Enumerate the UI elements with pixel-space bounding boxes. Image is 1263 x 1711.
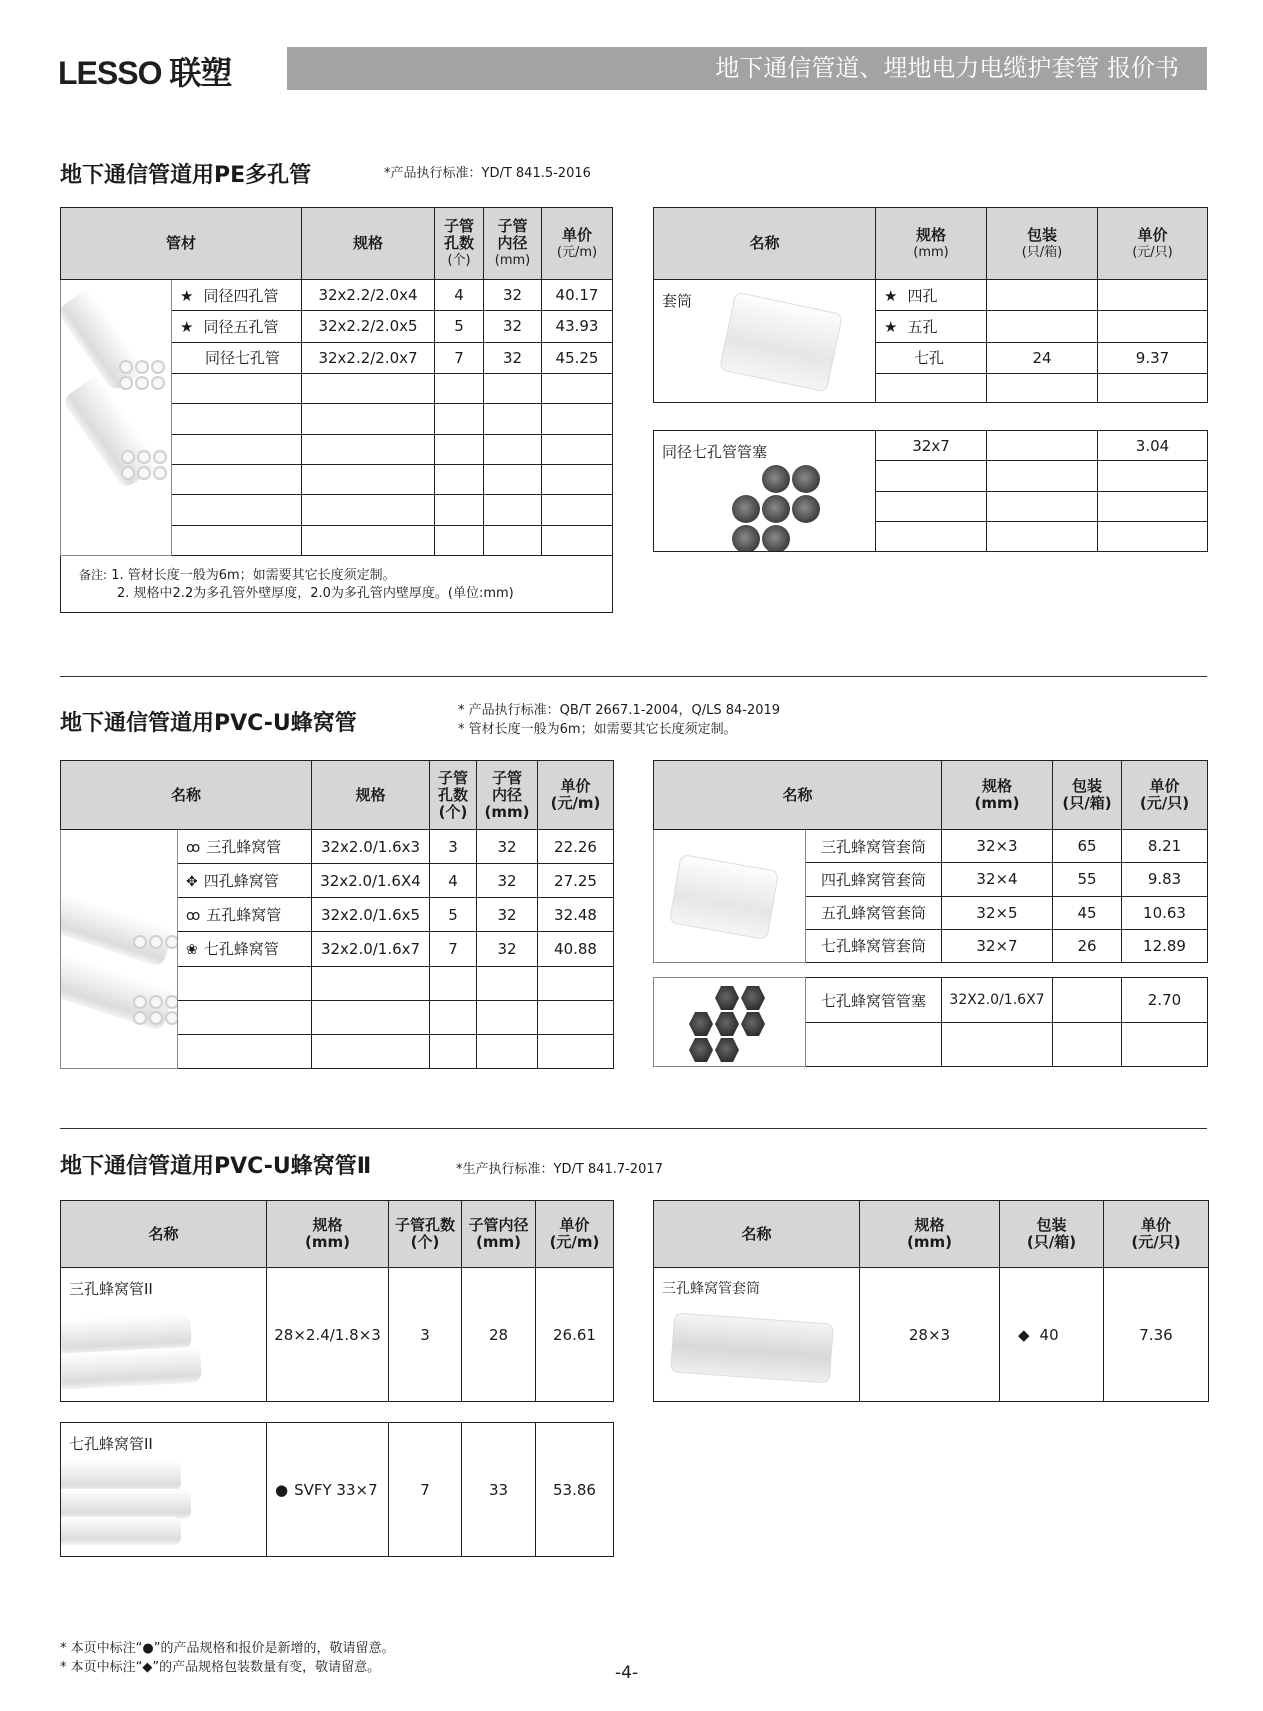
product-name: ★ 同径四孔管 [172,280,302,311]
honeycomb-sleeve-image [654,830,806,963]
sleeve-price: 9.37 [1098,342,1208,373]
sleeve-name: 三孔蜂窝管套筒 [662,1281,760,1297]
footnote-new-items: * 本页中标注“●”的产品规格和报价是新增的，敬请留意。 [60,1641,395,1656]
header-pack: 包装 (只/箱) [1053,761,1122,830]
header-price: 单价 (元/m) [542,208,613,280]
product-dia: 32 [484,311,542,342]
header-name: 名称 [654,761,942,830]
header-holes: 子管孔数 (个) [389,1201,462,1268]
sleeve-price [1098,311,1208,342]
product-dia: 32 [477,864,538,898]
header-spec: 规格 [312,761,430,830]
product-price: 26.61 [536,1268,614,1402]
pvc-ii-seven-table [60,1422,614,1557]
pvc-sleeve-table [653,760,1208,963]
product-holes: 5 [430,898,477,932]
section-title-pvc-ii: 地下通信管道用PVC-U蜂窝管Ⅱ [60,1154,372,1179]
header-name: 名称 [61,761,312,830]
sleeve-spec: 32×4 [942,863,1053,896]
table-row [61,280,613,311]
three-hole-icon: ꝏ [186,840,201,857]
plug-price: 2.70 [1122,978,1208,1023]
header-pack: 包装 (只/箱) [1000,1201,1104,1268]
product-dia: 32 [484,342,542,373]
product-name-cell [61,1423,267,1557]
product-holes: 7 [435,342,484,373]
header-name: 名称 [654,208,876,280]
product-price: 45.25 [542,342,613,373]
product-holes: 4 [435,280,484,311]
pe-plug-table [653,430,1208,552]
product-holes: 3 [389,1268,462,1402]
product-price: 27.25 [538,864,614,898]
product-dia: 28 [462,1268,536,1402]
sleeve-price: 7.36 [1104,1268,1209,1402]
changed-pack-diamond-icon: ◆ [1018,1325,1030,1344]
section-divider [60,676,1207,677]
product-holes: 7 [430,932,477,966]
pe-pipe-image [61,280,172,556]
product-spec: 28×2.4/1.8×3 [267,1268,389,1402]
product-spec: 32x2.0/1.6X4 [312,864,430,898]
header-price: 单价 (元/m) [538,761,614,830]
product-dia: 32 [484,280,542,311]
new-item-dot-icon: ● [275,1480,289,1499]
section-title-pe: 地下通信管道用PE多孔管 [60,163,312,188]
pvc-honeycomb-table [60,760,614,1069]
plug-label: 同径七孔管管塞 [662,443,768,461]
plug-spec: 32X2.0/1.6X7 [942,978,1053,1023]
product-price: 43.93 [542,311,613,342]
table-row [654,978,1208,1023]
sleeve-price [1098,280,1208,311]
product-price: 40.17 [542,280,613,311]
plug-spec: 32x7 [876,431,987,461]
product-holes: 3 [430,830,477,864]
star-icon: ★ [884,286,898,305]
product-dia: 32 [477,898,538,932]
product-holes: 7 [389,1423,462,1557]
sleeve-spec: ★ 五孔 [876,311,987,342]
section-title-pvc: 地下通信管道用PVC-U蜂窝管 [60,711,357,736]
product-spec: 32x2.0/1.6x3 [312,830,430,864]
four-hole-icon: ✥ [186,874,198,891]
five-hole-icon: ꝏ [186,908,201,925]
document-title-banner: 地下通信管道、埋地电力电缆护套管 报价书 [287,47,1207,90]
sleeve-cell [654,280,876,403]
header-holes: 子管孔数 (个) [435,208,484,280]
product-spec: 32x2.2/2.0x5 [302,311,435,342]
product-dia: 32 [477,830,538,864]
plug-image [732,465,820,552]
page-number: -4- [615,1663,639,1683]
header-price: 单价 (元/只) [1122,761,1208,830]
header-holes: 子管孔数 (个) [430,761,477,830]
product-holes: 4 [430,864,477,898]
sleeve-pack: 65 [1053,830,1122,863]
table-row [61,1268,614,1402]
plug-pack [987,431,1098,461]
sleeve-price: 10.63 [1122,896,1208,929]
sleeve-spec: 32×7 [942,929,1053,962]
product-holes: 5 [435,311,484,342]
star-icon: ★ [180,317,194,336]
pe-pipe-table [60,207,613,613]
plug-pack [1053,978,1122,1023]
product-dia: 33 [462,1423,536,1557]
star-icon: ★ [884,317,898,336]
sleeve-label: 套筒 [662,292,693,310]
product-price: 40.88 [538,932,614,966]
sleeve-pack: 55 [1053,863,1122,896]
sleeve-price: 12.89 [1122,929,1208,962]
brand-logo: LESSO 联塑 [58,55,232,91]
table-row [61,830,614,864]
remark-note: 备注: 1. 管材长度一般为6m；如需要其它长度须定制。 2. 规格中2.2为多孔管外壁厚度，2.0为多孔管内壁厚度。(单位:mm) [61,556,613,613]
header-spec: 规格 (mm) [860,1201,1000,1268]
header-inner-dia: 子管内径 (mm) [484,208,542,280]
seven-hole-icon: ❀ [186,942,198,959]
table-row [654,830,1208,863]
header-name: 名称 [61,1201,267,1268]
header-inner-dia: 子管内径 (mm) [477,761,538,830]
sleeve-name-cell [654,1268,860,1402]
product-spec: 32x2.0/1.6x7 [312,932,430,966]
product-price: 22.26 [538,830,614,864]
table-row [654,280,1208,311]
header-price: 单价 (元/m) [536,1201,614,1268]
sleeve-pack [987,280,1098,311]
sleeve-name: 五孔蜂窝管套筒 [806,896,942,929]
sleeve-name: 四孔蜂窝管套筒 [806,863,942,896]
product-spec: ● SVFY 33×7 [267,1423,389,1557]
product-spec: 32x2.2/2.0x4 [302,280,435,311]
sleeve-spec: 28×3 [860,1268,1000,1402]
sleeve-spec: 32×5 [942,896,1053,929]
star-icon: ★ [180,286,194,305]
section-divider [60,1128,1207,1129]
section-standard-pe: *产品执行标准：YD/T 841.5-2016 [384,166,591,181]
product-name-cell [61,1268,267,1402]
sleeve-pack [987,311,1098,342]
pvc-ii-table [60,1200,614,1402]
sleeve-pack: ◆ 40 [1000,1268,1104,1402]
sleeve-pack: 26 [1053,929,1122,962]
sleeve-spec: 七孔 [876,342,987,373]
sleeve-name: 三孔蜂窝管套筒 [806,830,942,863]
sleeve-price: 9.83 [1122,863,1208,896]
product-spec: 32x2.2/2.0x7 [302,342,435,373]
product-name: ★ 同径五孔管 [172,311,302,342]
header-price: 单价 (元/只) [1098,208,1208,280]
product-name: 七孔蜂窝管II [69,1435,153,1453]
header-spec: 规格 (mm) [876,208,987,280]
header-pack: 包装 (只/箱) [987,208,1098,280]
header-inner-dia: 子管内径 (mm) [462,1201,536,1268]
pe-fittings-table [653,207,1208,403]
product-name: 三孔蜂窝管II [69,1280,153,1298]
product-dia: 32 [477,932,538,966]
sleeve-price: 8.21 [1122,830,1208,863]
plug-price: 3.04 [1098,431,1208,461]
header-material: 管材 [61,208,302,280]
sleeve-spec: 32×3 [942,830,1053,863]
product-name: ✥ 四孔蜂窝管 [178,864,312,898]
sleeve-spec: ★ 四孔 [876,280,987,311]
product-name: ꝏ 五孔蜂窝管 [178,898,312,932]
header-name: 名称 [654,1201,860,1268]
product-price: 32.48 [538,898,614,932]
header-price: 单价 (元/只) [1104,1201,1209,1268]
product-name: ꝏ 三孔蜂窝管 [178,830,312,864]
pvc-plug-table [653,977,1208,1067]
header-spec: 规格 (mm) [267,1201,389,1268]
section-standard-pvc: * 产品执行标准：QB/T 2667.1-2004，Q/LS 84-2019 * 管材长度一般为6m；如需要其它长度须定制。 [458,703,781,737]
sleeve-pack: 45 [1053,896,1122,929]
plug-name: 七孔蜂窝管管塞 [806,978,942,1023]
honeycomb-pipe-image [61,830,178,1069]
product-name: ❀ 七孔蜂窝管 [178,932,312,966]
sleeve-pack: 24 [987,342,1098,373]
table-row [61,1423,614,1557]
sleeve-name: 七孔蜂窝管套筒 [806,929,942,962]
plug-cell [654,431,876,552]
product-price: 53.86 [536,1423,614,1557]
pvc-ii-sleeve-table [653,1200,1209,1402]
honeycomb-plug-image [654,978,806,1067]
header-spec: 规格 [302,208,435,280]
table-row [654,431,1208,461]
product-name: 同径七孔管 [172,342,302,373]
sleeve-image [719,291,843,392]
product-spec: 32x2.0/1.6x5 [312,898,430,932]
section-standard-pvc-ii: *生产执行标准：YD/T 841.7-2017 [456,1162,663,1177]
header-spec: 规格 (mm) [942,761,1053,830]
table-row [654,1268,1209,1402]
footnote-changed-pack: * 本页中标注“◆”的产品规格包装数量有变，敬请留意。 [60,1660,381,1675]
